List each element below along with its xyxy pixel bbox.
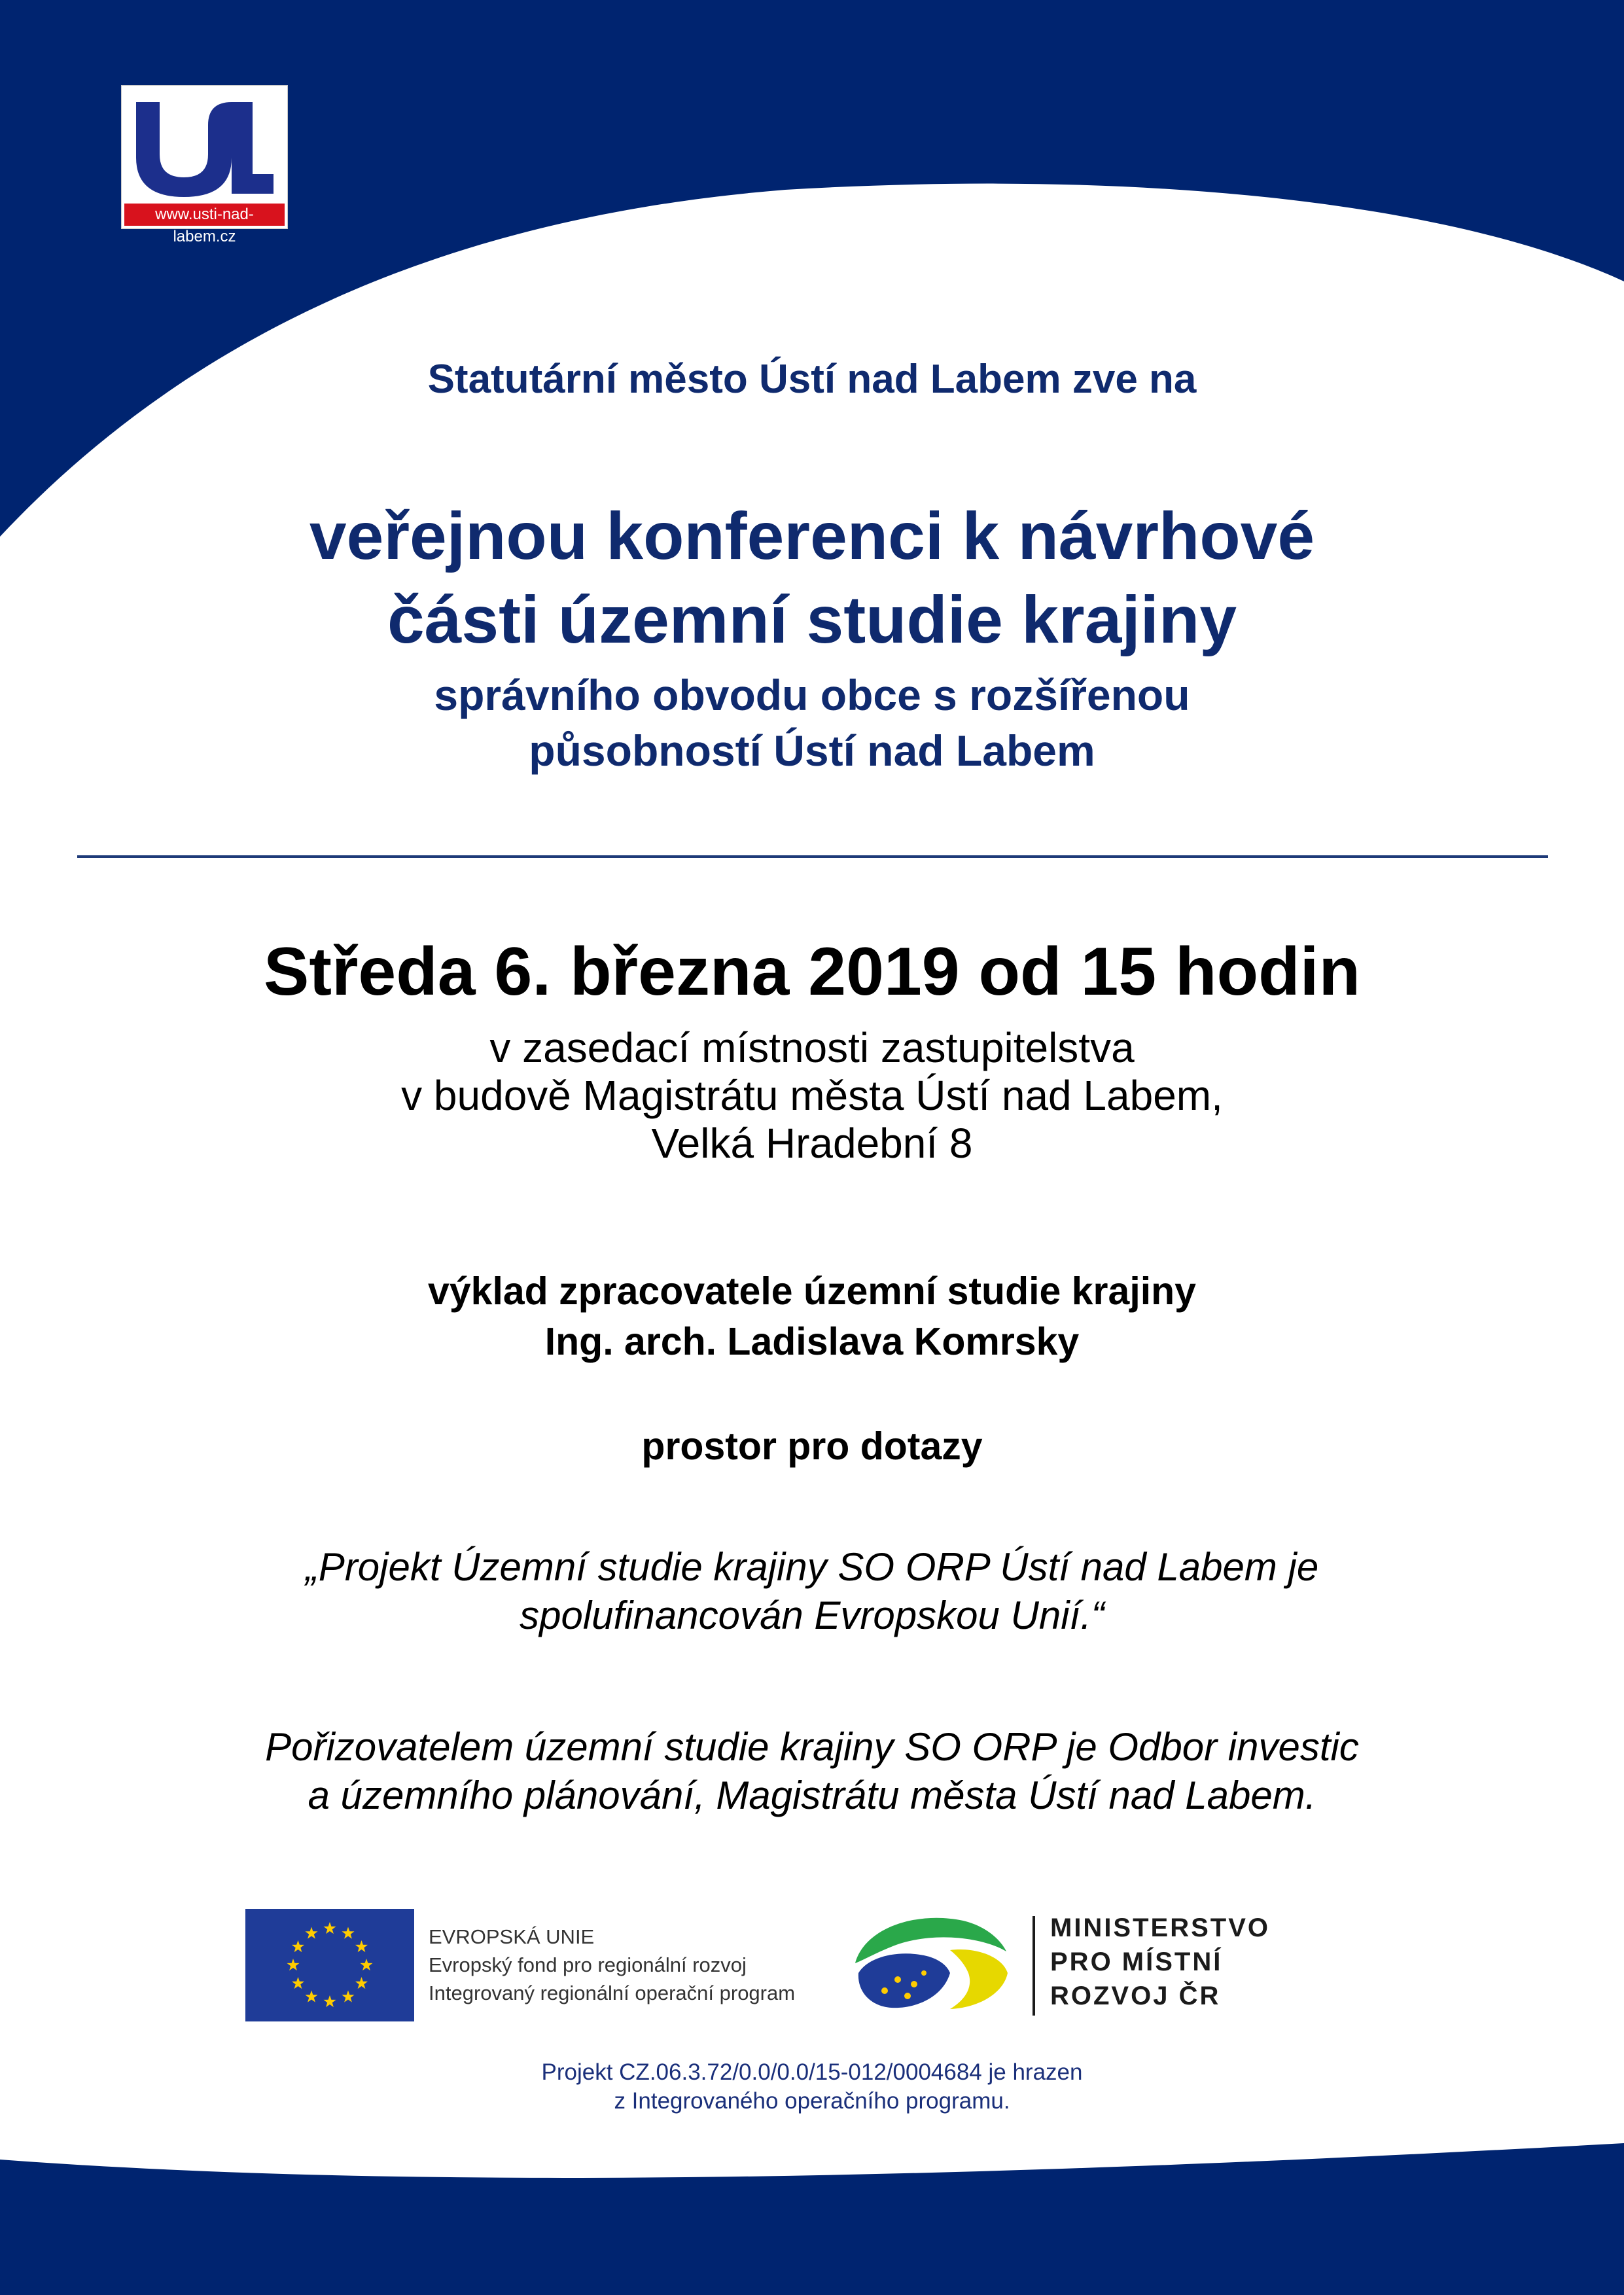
eu-star-icon xyxy=(305,1927,317,1939)
mmr-line-2: PRO MÍSTNÍ xyxy=(1050,1948,1223,1976)
eu-program-text xyxy=(429,1923,887,2007)
eu-star-icon xyxy=(323,1995,336,2007)
program-item-lecture xyxy=(0,1266,1624,1367)
city-logo xyxy=(121,85,288,245)
program-lecture-line-1: výklad zpracovatele územní studie krajiny xyxy=(428,1270,1196,1313)
eu-star-icon xyxy=(355,1977,368,1989)
procurer-line-2: a územního plánování, Magistrátu města Ústí nad Labem. xyxy=(308,1773,1316,1817)
title-line-1: veřejnou konferenci k návrhové xyxy=(309,499,1315,573)
eu-star-icon xyxy=(342,1991,354,2002)
mmr-line-1: MINISTERSTVO xyxy=(1050,1913,1271,1942)
title-line-2: části územní studie krajiny xyxy=(387,582,1237,657)
page-subtitle xyxy=(0,667,1624,779)
subtitle-line-1: správního obvodu obce s rozšířenou xyxy=(434,671,1190,719)
venue-line-1: v zasedací místnosti zastupitelstva xyxy=(489,1024,1135,1071)
mmr-logo-icon xyxy=(852,1911,1012,2013)
eu-stars xyxy=(245,1909,414,2021)
eu-star-icon xyxy=(292,1977,304,1989)
venue-line-2: v budově Magistrátu města Ústí nad Labem, xyxy=(401,1072,1223,1119)
subtitle-line-2: působností Ústí nad Labem xyxy=(529,726,1095,775)
eu-star-icon xyxy=(305,1991,317,2002)
top-wave xyxy=(0,0,1624,537)
eu-star-icon xyxy=(342,1927,354,1939)
project-note xyxy=(0,2058,1624,2116)
page-title xyxy=(0,494,1624,662)
city-logo-mark xyxy=(122,86,287,204)
eu-star-icon xyxy=(360,1959,372,1970)
eu-line-3: Integrovaný regionální operační program xyxy=(429,1982,796,2004)
event-venue xyxy=(0,1024,1624,1167)
mmr-text xyxy=(1050,1911,1351,2013)
divider-line xyxy=(77,855,1548,858)
city-logo-url: www.usti-nad-labem.cz xyxy=(124,204,285,226)
program-item-questions: prostor pro dotazy xyxy=(641,1425,983,1468)
mmr-line-3: ROZVOJ ČR xyxy=(1050,1982,1221,2010)
eu-star-icon xyxy=(355,1940,368,1952)
event-date-time: Středa 6. března 2019 od 15 hodin xyxy=(263,934,1361,1010)
venue-line-3: Velká Hradební 8 xyxy=(651,1120,973,1167)
project-line-1: Projekt CZ.06.3.72/0.0/0.0/15-012/0004684 je hrazen xyxy=(541,2059,1083,2085)
eu-flag-icon xyxy=(245,1909,414,2021)
invite-line: Statutární město Ústí nad Labem zve na xyxy=(427,357,1197,402)
program-lecture-line-2: Ing. arch. Ladislava Komrsky xyxy=(544,1320,1080,1363)
quote-line-1: „Projekt Územní studie krajiny SO ORP Ústí nad Labem je xyxy=(305,1545,1319,1589)
project-line-2: z Integrovaného operačního programu. xyxy=(614,2088,1010,2114)
eu-line-2: Evropský fond pro regionální rozvoj xyxy=(429,1953,747,1976)
eu-star-icon xyxy=(323,1922,336,1934)
funding-quote xyxy=(0,1543,1624,1640)
eu-line-1: EVROPSKÁ UNIE xyxy=(429,1925,595,1948)
procurer-line-1: Pořizovatelem územní studie krajiny SO ORP je Odbor investic xyxy=(265,1725,1359,1769)
mmr-separator xyxy=(1033,1916,1035,2016)
procurer-note xyxy=(0,1723,1624,1820)
eu-star-icon xyxy=(292,1940,304,1952)
quote-line-2: spolufinancován Evropskou Unií.“ xyxy=(520,1593,1104,1637)
bottom-wave xyxy=(0,2143,1624,2295)
eu-star-icon xyxy=(287,1959,299,1970)
